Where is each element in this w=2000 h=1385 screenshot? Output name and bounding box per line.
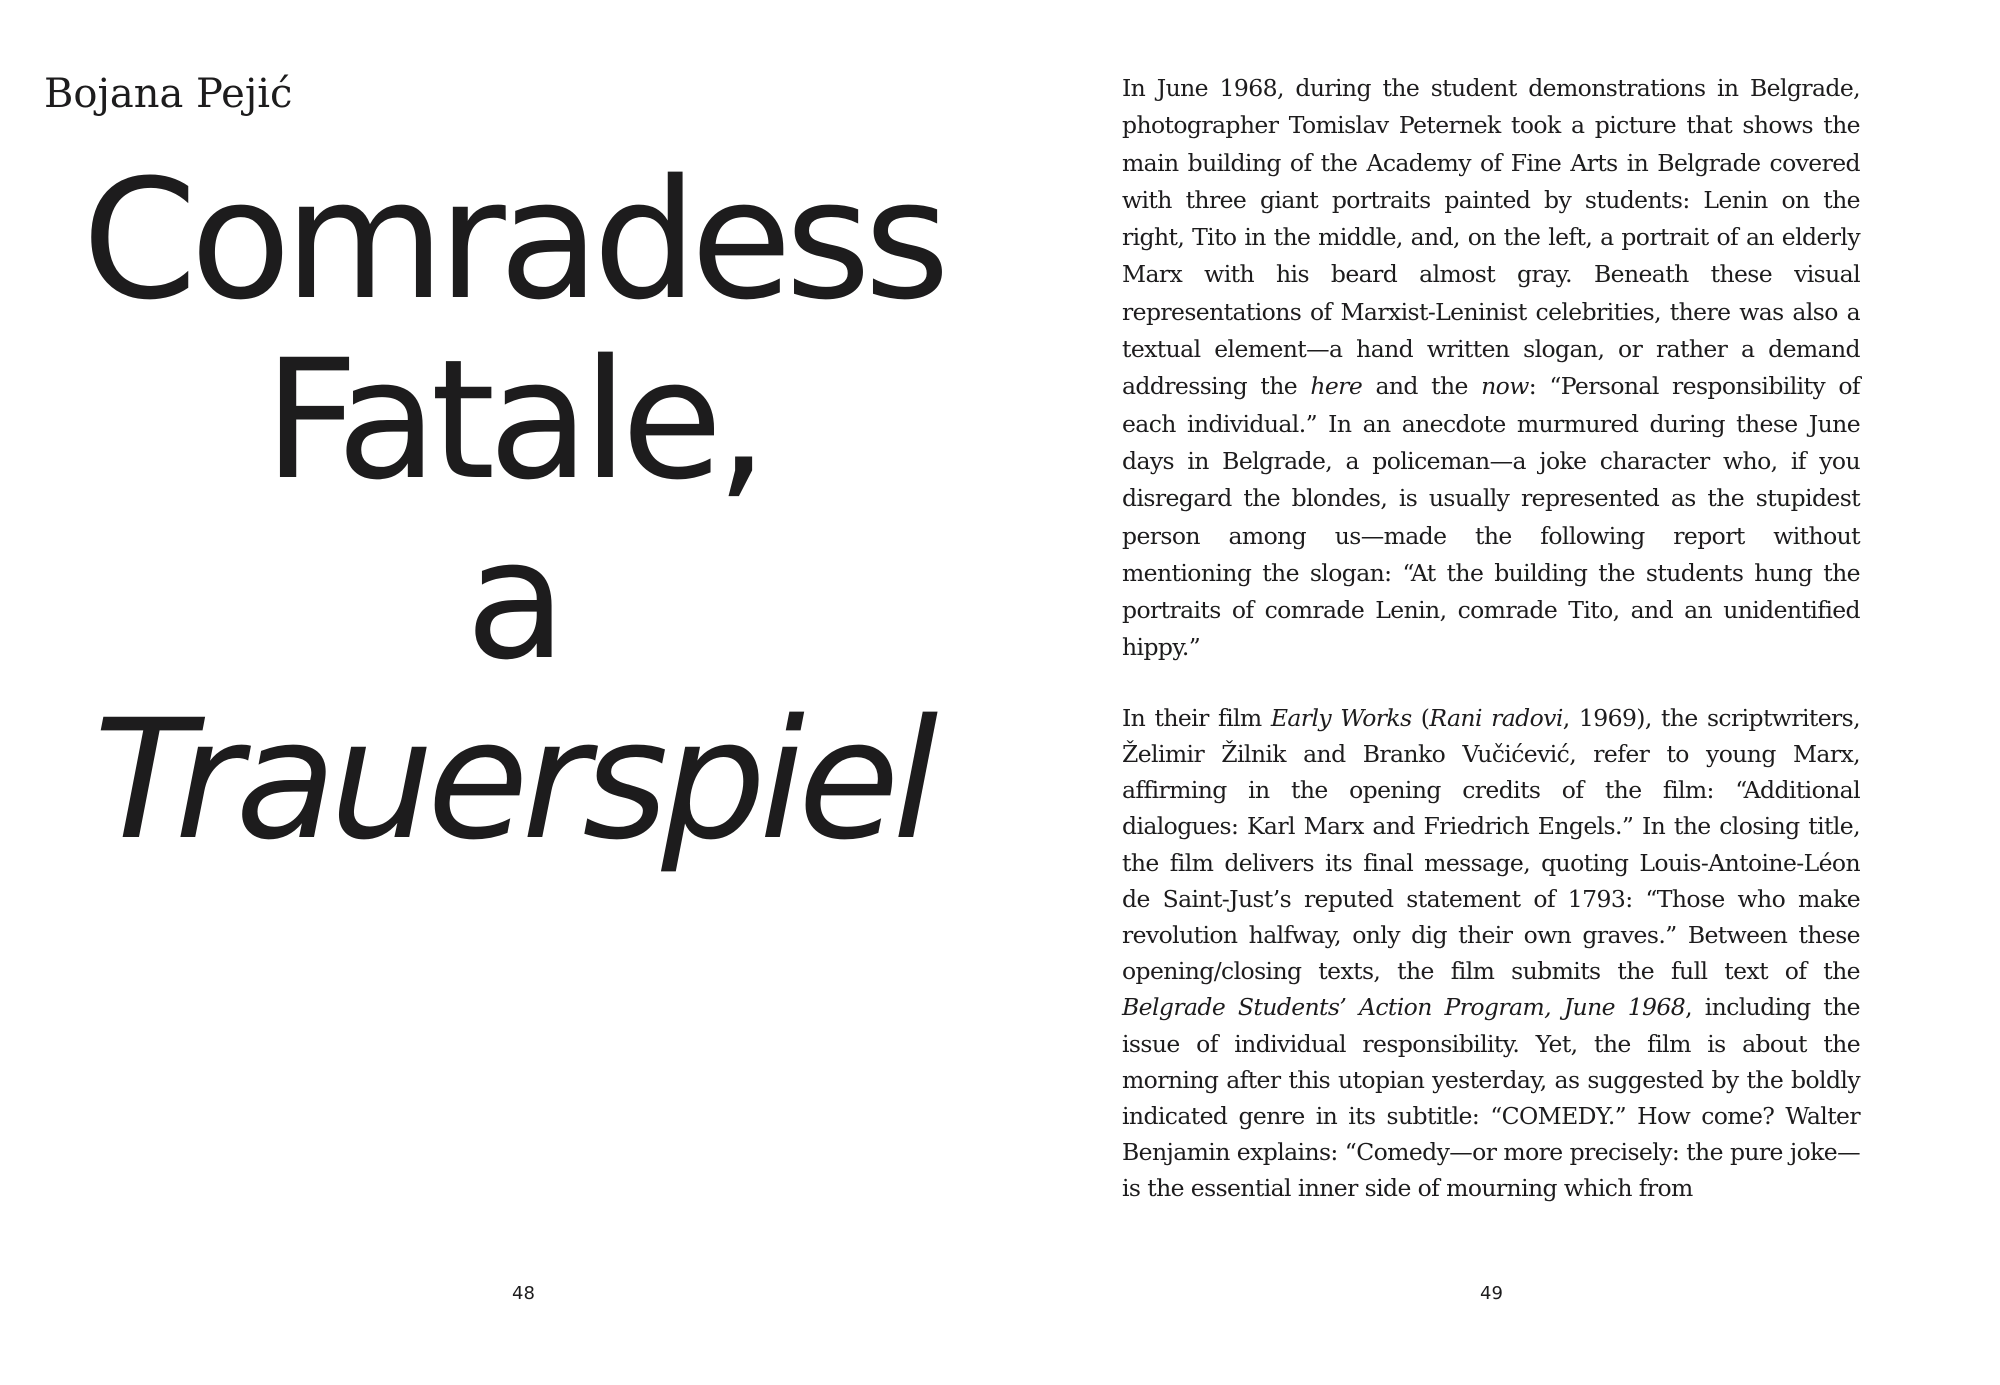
text-run: , 1969), the scriptwriters, Želimir Žilnik and Branko Vučićević, refer to young Marx, affirming in the opening credits of the film: “Additional dialogues: Karl Marx and Friedrich Engels.” In the closing title, the film delivers its final message, quoting Louis-Antoine-Léon de Saint-Just’s reputed statement of 1793: “Those who make revolution halfway, only dig their own graves.” Between these opening/closing texts, the film submits the full text of the xyxy=(1122,703,1860,986)
essay-title xyxy=(0,144,1025,876)
body-paragraph-2 xyxy=(1122,700,1860,1207)
title-line-fatale: Fatale, xyxy=(263,324,762,516)
title-line-a: a xyxy=(465,504,560,696)
italic-run: now xyxy=(1481,372,1529,401)
title-line-comradess: Comradess xyxy=(81,144,944,336)
italic-run: Belgrade Students’ Action Program, June 1968 xyxy=(1122,993,1686,1022)
page-number-left: 48 xyxy=(512,1283,535,1304)
page-number-right: 49 xyxy=(1480,1283,1503,1304)
italic-run: Rani radovi xyxy=(1429,703,1563,732)
text-run: : “Personal responsibility of each individual.” In an anecdote murmured during these June days in Belgrade, a policeman—a joke character who, if you disregard the blondes, is usually represented as the stupidest person among us—made the following report without mentioning the slogan: “At the building the students hung the portraits of comrade Lenin, comrade Tito, and an unidentified hippy.” xyxy=(1122,372,1860,662)
text-run: and the xyxy=(1362,372,1482,401)
italic-run: Early Works xyxy=(1270,703,1412,732)
italic-run: here xyxy=(1310,372,1363,401)
text-run: , including the issue of individual responsibility. Yet, the film is about the morning after this utopian yesterday, as suggested by the boldly indicated genre in its subtitle: “COMEDY.” How come? Walter Benjamin explains: “Comedy—or more precisely: the pure joke—is the essential inner side of mourning which from xyxy=(1122,993,1860,1203)
body-text xyxy=(1122,70,1860,1207)
body-paragraph-1 xyxy=(1122,70,1860,667)
text-run: In June 1968, during the student demonstrations in Belgrade, photographer Tomislav Peternek took a picture that shows the main building of the Academy of Fine Arts in Belgrade covered with three giant portraits painted by students: Lenin on the right, Tito in the middle, and, on the left, a portrait of an elderly Marx with his beard almost gray. Beneath these visual representations of Marxist-Leninist celebrities, there was also a textual element—a hand written slogan, or rather a demand addressing the xyxy=(1122,74,1860,401)
title-line-trauerspiel: Trauerspiel xyxy=(93,684,932,876)
text-run: ( xyxy=(1411,703,1430,732)
text-run: In their film xyxy=(1122,703,1271,732)
author-name: Bojana Pejić xyxy=(44,71,293,117)
